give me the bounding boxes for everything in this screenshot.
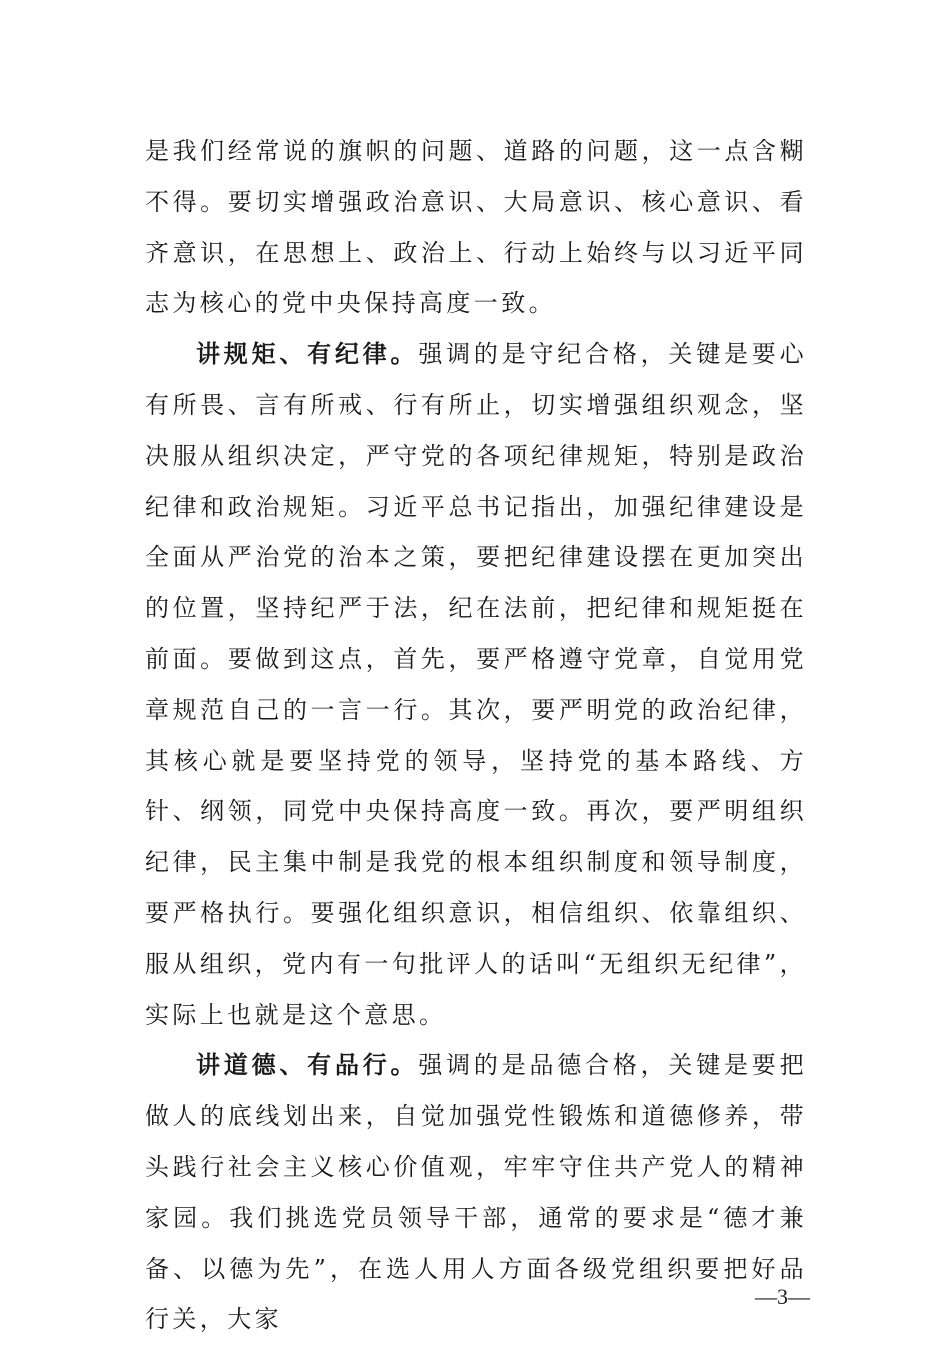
paragraph-2: [145, 329, 807, 1040]
paragraph-3: [145, 1040, 807, 1345]
paragraph-3-heading: 讲道德、有品行。: [196, 1051, 419, 1080]
paragraph-1-text: 是我们经常说的旗帜的问题、道路的问题，这一点含糊不得。要切实增强政治意识、大局意识、核心意识、看齐意识，在思想上、政治上、行动上始终与以习近平同志为核心的党中央保持高度一致。: [145, 137, 807, 318]
page-number: —3—: [755, 1284, 810, 1309]
paragraph-2-heading: 讲规矩、有纪律。: [196, 340, 419, 369]
paragraph-1: [145, 126, 807, 329]
paragraph-2-text: 强调的是守纪合格，关键是要心有所畏、言有所戒、行有所止，切实增强组织观念，坚决服从组织决定，严守党的各项纪律规矩，特别是政治纪律和政治规矩。习近平总书记指出，加强纪律建设是全面从严治党的治本之策，要把纪律建设摆在更加突出的位置，坚持纪严于法，纪在法前，把纪律和规矩挺在前面。要做到这点，首先，要严格遵守党章，自觉用党章规范自己的一言一行。其次，要严明党的政治纪律，其核心就是要坚持党的领导，坚持党的基本路线、方针、纲领，同党中央保持高度一致。再次，要严明组织纪律，民主集中制是我党的根本组织制度和领导制度，要严格执行。要强化组织意识，相信组织、依靠组织、服从组织，党内有一句批评人的话叫“无组织无纪律”，实际上也就是这个意思。: [145, 340, 807, 1029]
document-body: [145, 126, 807, 1345]
paragraph-3-text: 强调的是品德合格，关键是要把做人的底线划出来，自觉加强党性锻炼和道德修养，带头践行社会主义核心价值观，牢牢守住共产党人的精神家园。我们挑选党员领导干部，通常的要求是“德才兼备、以德为先”，在选人用人方面各级党组织要把好品行关，大家: [145, 1051, 807, 1334]
